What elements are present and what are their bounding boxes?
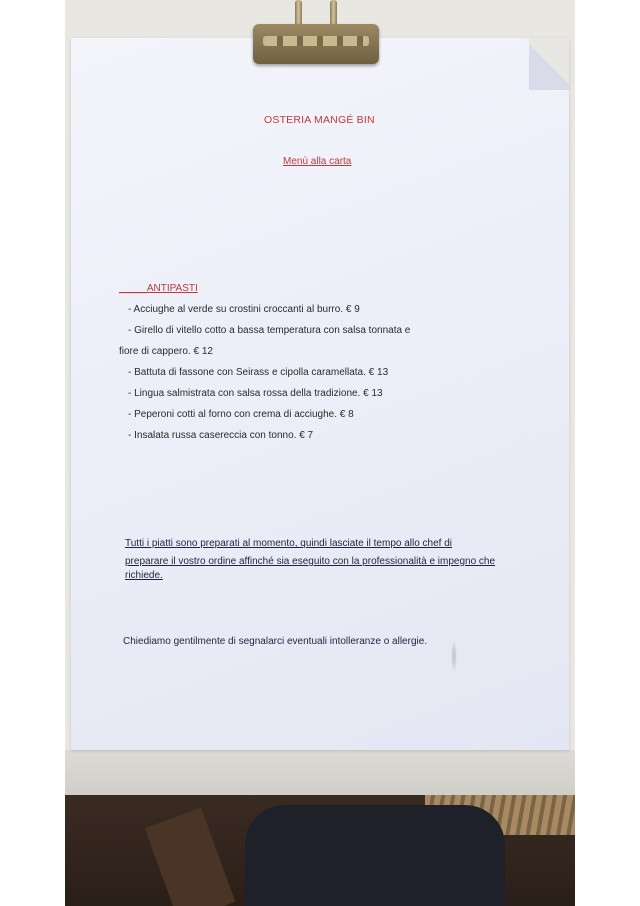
menu-item: - Acciughe al verde su crostini croccanti al burro. € 9 — [128, 304, 360, 315]
smudge-mark — [451, 640, 457, 672]
allergy-note: Chiediamo gentilmente di segnalarci eventuali intolleranze o allergie. — [123, 636, 428, 647]
notice-line: Tutti i piatti sono preparati al momento, quindi lasciate il tempo allo chef di — [125, 538, 453, 549]
table-background — [65, 795, 575, 906]
photo — [65, 0, 575, 906]
restaurant-name: OSTERIA MANGÉ BIN — [264, 114, 375, 126]
menu-item: - Peperoni cotti al forno con crema di acciughe. € 8 — [128, 409, 354, 420]
folded-corner — [529, 38, 569, 90]
notice-line: preparare il vostro ordine affinché sia eseguito con la professionalità e impegno che — [125, 556, 496, 567]
binder-clip — [253, 24, 379, 64]
menu-item: - Lingua salmistrata con salsa rossa della tradizione. € 13 — [128, 388, 383, 399]
menu-subtitle: Menù alla carta — [283, 156, 352, 167]
notice-line: richiede. — [125, 570, 163, 581]
section-title — [119, 283, 198, 294]
clipboard-edge — [65, 750, 575, 795]
section-prefix: _____ — [119, 283, 147, 294]
chair-frame — [145, 808, 236, 906]
menu-sheet — [71, 38, 569, 750]
menu-item: fiore di cappero. € 12 — [119, 346, 213, 357]
menu-item: - Girello di vitello cotto a bassa temperatura con salsa tonnata e — [128, 325, 411, 336]
menu-item: - Insalata russa casereccia con tonno. € 7 — [128, 430, 314, 441]
dark-cushion — [245, 805, 505, 906]
section-title-label: ANTIPASTI — [146, 283, 198, 294]
menu-item: - Battuta di fassone con Seirass e cipolla caramellata. € 13 — [128, 367, 389, 378]
